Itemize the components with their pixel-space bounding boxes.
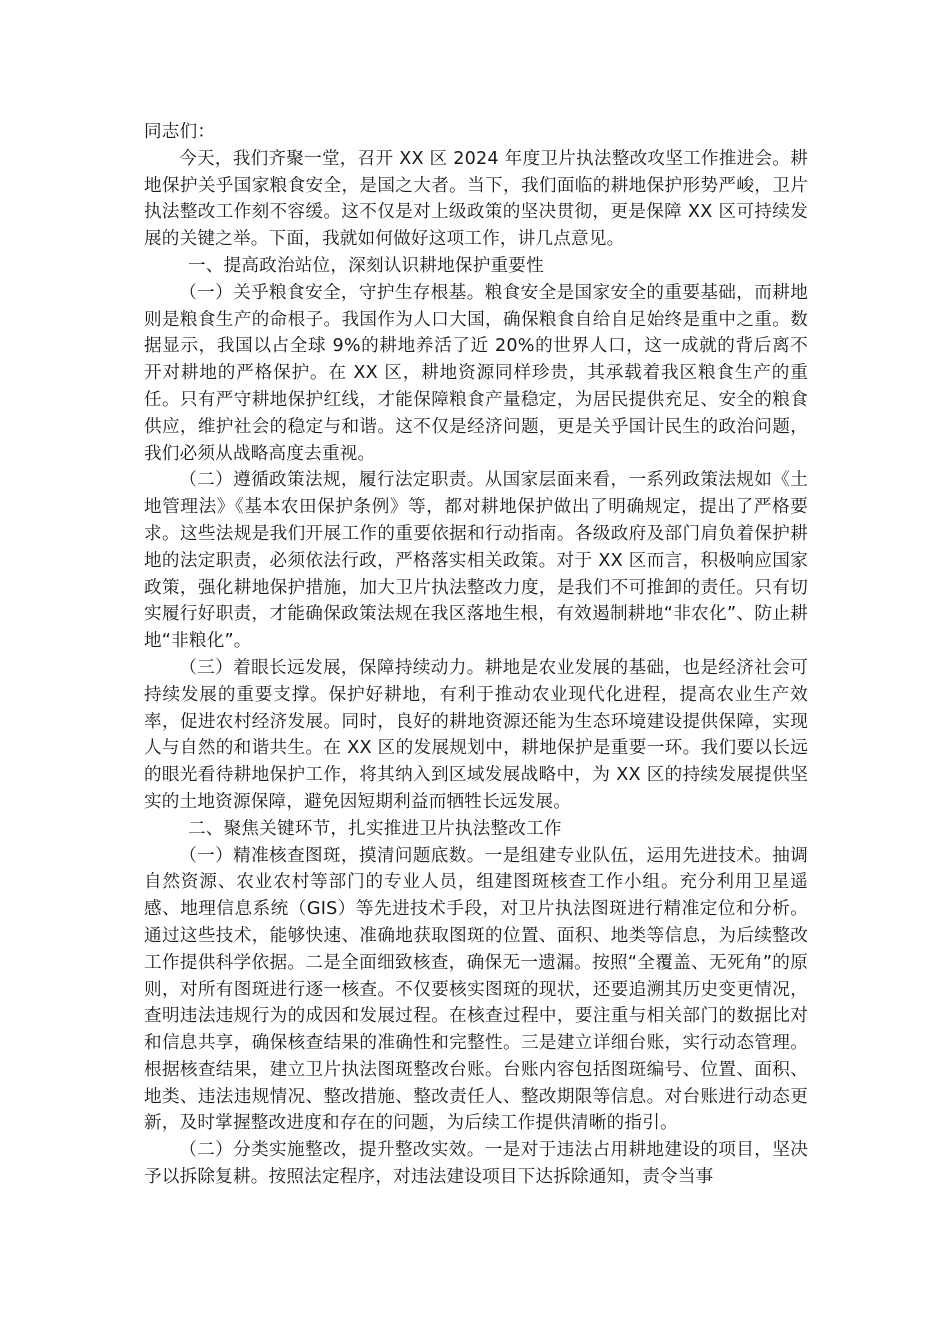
paragraph-1-1: （一）关乎粮食安全，守护生存根基。粮食安全是国家安全的重要基础，而耕地则是粮食生产的命根子。我国作为人口大国，确保粮食自给自足始终是重中之重。数据显示，我国以占全球 9%的耕地养活了近 20%的世界人口，这一成就的背后离不开对耕地的严格保护。在 XX 区，耕地资源同样珍贵，其承载着我区粮食生产的重任。只有严守耕地保护红线，才能保障粮食产量稳定，为居民提供充足、安全的粮食供应，维护社会的稳定与和谐。这不仅是经济问题，更是关乎国计民生的政治问题，我们必须从战略高度去重视。 (144, 282, 808, 464)
section-heading-2: 二、聚焦关键环节，扎实推进卫片执法整改工作 (188, 818, 562, 839)
section-heading-1: 一、提高政治站位，深刻认识耕地保护重要性 (188, 255, 544, 276)
paragraph-2-2: （二）分类实施整改，提升整改实效。一是对于违法占用耕地建设的项目，坚决予以拆除复耕。按照法定程序，对违法建设项目下达拆除通知，责令当事 (144, 1140, 808, 1188)
paragraph-2-1: （一）精准核查图斑，摸清问题底数。一是组建专业队伍，运用先进技术。抽调自然资源、农业农村等部门的专业人员，组建图斑核查工作小组。充分利用卫星遥感、地理信息系统（GIS）等先进技术手段，对卫片执法图斑进行精准定位和分析。通过这些技术，能够快速、准确地获取图斑的位置、面积、地类等信息，为后续整改工作提供科学依据。二是全面细致核查，确保无一遗漏。按照“全覆盖、无死角”的原则，对所有图斑进行逐一核查。不仅要核实图斑的现状，还要追溯其历史变更情况，查明违法违规行为的成因和发展过程。在核查过程中，要注重与相关部门的数据比对和信息共享，确保核查结果的准确性和完整性。三是建立详细台账，实行动态管理。根据核查结果，建立卫片执法图斑整改台账。台账内容包括图斑编号、位置、面积、地类、违法违规情况、整改措施、整改责任人、整改期限等信息。对台账进行动态更新，及时掌握整改进度和存在的问题，为后续工作提供清晰的指引。 (144, 845, 808, 1134)
document-body (144, 119, 808, 1191)
paragraph-1-3: （三）着眼长远发展，保障持续动力。耕地是农业发展的基础，也是经济社会可持续发展的重要支撑。保护好耕地，有利于推动农业现代化进程，提高农业生产效率，促进农村经济发展。同时，良好的耕地资源还能为生态环境建设提供保障，实现人与自然的和谐共生。在 XX 区的发展规划中，耕地保护是重要一环。我们要以长远的眼光看待耕地保护工作，将其纳入到区域发展战略中，为 XX 区的持续发展提供坚实的土地资源保障，避免因短期利益而牺牲长远发展。 (144, 657, 808, 812)
salutation: 同志们： (144, 122, 216, 142)
paragraph-1-2: （二）遵循政策法规，履行法定职责。从国家层面来看，一系列政策法规如《土地管理法》《基本农田保护条例》等，都对耕地保护做出了明确规定，提出了严格要求。这些法规是我们开展工作的重要依据和行动指南。各级政府及部门肩负着保护耕地的法定职责，必须依法行政，严格落实相关政策。对于 XX 区而言，积极响应国家政策，强化耕地保护措施，加大卫片执法整改力度，是我们不可推卸的责任。只有切实履行好职责，才能确保政策法规在我区落地生根，有效遏制耕地“非农化”、防止耕地“非粮化”。 (144, 470, 808, 652)
paragraph-opening: 今天，我们齐聚一堂，召开 XX 区 2024 年度卫片执法整改攻坚工作推进会。耕地保护关乎国家粮食安全，是国之大者。当下，我们面临的耕地保护形势严峻，卫片执法整改工作刻不容缓。这不仅是对上级政策的坚决贯彻，更是保障 XX 区可持续发展的关键之举。下面，我就如何做好这项工作，讲几点意见。 (144, 148, 808, 250)
